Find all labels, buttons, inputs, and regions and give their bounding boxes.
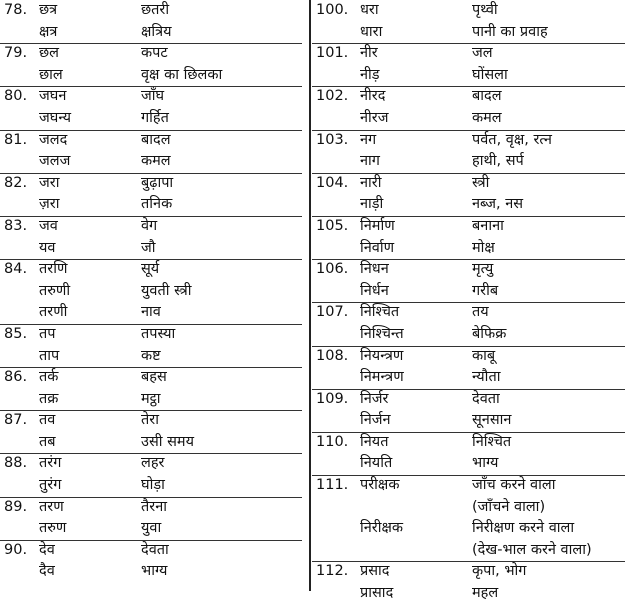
- entry-number: 79.: [4, 45, 28, 62]
- word-pair-entry: [0, 216, 308, 259]
- entry-number: 84.: [4, 261, 28, 278]
- headword: ताप: [39, 347, 60, 364]
- meaning: कमल: [141, 153, 171, 170]
- headword: जलज: [39, 153, 71, 170]
- meaning: जल: [472, 45, 493, 62]
- entry-number: 85.: [4, 325, 28, 342]
- word-pair-entry: [312, 475, 625, 561]
- headword: छाल: [39, 66, 63, 83]
- entry-row: [0, 389, 308, 411]
- meaning: जाँघ: [141, 88, 165, 105]
- entry-row: [312, 194, 625, 216]
- entry-row: [312, 410, 625, 432]
- word-pair-entry: [0, 410, 308, 453]
- entry-row: [312, 346, 625, 368]
- entry-number: 101.: [316, 45, 349, 62]
- entry-row: [312, 324, 625, 346]
- meaning: न्यौता: [472, 369, 501, 386]
- word-pair-entry: [0, 86, 308, 129]
- headword: नाग: [360, 153, 380, 170]
- word-pair-entry: [312, 432, 625, 475]
- entry-row: [0, 259, 308, 281]
- entry-number: 81.: [4, 131, 28, 148]
- meaning: मोक्ष: [472, 239, 495, 256]
- headword: छत्र: [39, 2, 58, 18]
- headword: ज़रा: [39, 196, 60, 213]
- entry-row: [0, 540, 308, 562]
- headword: धरा: [360, 2, 379, 18]
- entry-row: [0, 475, 308, 497]
- meaning: मट्ठा: [141, 390, 161, 407]
- entry-row: [0, 346, 308, 368]
- meaning: कृपा, भोग: [472, 563, 527, 580]
- meaning: बादल: [141, 131, 171, 148]
- entry-number: 87.: [4, 412, 28, 429]
- entry-row: [312, 389, 625, 411]
- column-divider: [309, 0, 311, 591]
- headword: प्रासाद: [360, 585, 394, 602]
- entry-number: 86.: [4, 369, 28, 386]
- word-pair-entry: [0, 497, 308, 540]
- meaning: निश्चित: [472, 433, 512, 450]
- meaning: उसी समय: [141, 433, 194, 450]
- entry-row: [0, 65, 308, 87]
- entry-row: [0, 108, 308, 130]
- meaning: तनिक: [141, 196, 173, 213]
- word-pair-entry: [312, 302, 625, 345]
- entry-row: [312, 453, 625, 475]
- entry-row: [0, 324, 308, 346]
- entry-number: 88.: [4, 455, 28, 472]
- entry-row: [312, 130, 625, 152]
- word-pair-entry: [312, 86, 625, 129]
- entry-row: [312, 561, 625, 583]
- meaning: तैरना: [141, 498, 167, 515]
- entry-row: [312, 540, 625, 562]
- headword: परीक्षक: [360, 477, 400, 494]
- entry-row: [312, 43, 625, 65]
- headword: तप: [39, 325, 56, 342]
- entry-row: [312, 367, 625, 389]
- meaning: देवता: [141, 541, 169, 558]
- headword: प्रसाद: [360, 563, 390, 580]
- headword: छल: [39, 45, 59, 62]
- headword: निर्जर: [360, 390, 389, 407]
- headword: यव: [39, 239, 56, 256]
- entry-number: 83.: [4, 217, 28, 234]
- entry-row: [0, 151, 308, 173]
- entry-row: [0, 173, 308, 195]
- meaning: पानी का प्रवाह: [472, 23, 548, 40]
- meaning: बेफिक्र: [472, 325, 507, 342]
- headword: जव: [39, 217, 58, 234]
- headword: निर्जन: [360, 412, 391, 429]
- meaning: पृथ्वी: [472, 2, 498, 18]
- left-column: [0, 0, 308, 583]
- meaning: भाग्य: [472, 455, 499, 472]
- entry-row: [312, 238, 625, 260]
- word-pair-entry: [0, 259, 308, 324]
- entry-row: [312, 518, 625, 540]
- entry-number: 89.: [4, 498, 28, 515]
- headword: क्षत्र: [39, 23, 58, 40]
- meaning: वेग: [141, 217, 158, 234]
- meaning: क्षत्रिय: [141, 23, 172, 40]
- word-pair-entry: [312, 130, 625, 173]
- meaning: (जाँचने वाला): [472, 498, 546, 515]
- meaning: तेरा: [141, 412, 159, 429]
- headword: देव: [39, 541, 55, 558]
- meaning: सूर्य: [141, 261, 160, 278]
- entry-row: [0, 518, 308, 540]
- meaning: घोड़ा: [141, 477, 165, 494]
- meaning: युवती स्त्री: [141, 282, 192, 299]
- headword: निधन: [360, 261, 389, 278]
- word-pair-entry: [0, 173, 308, 216]
- headword: नीरद: [360, 88, 386, 105]
- entry-number: 104.: [316, 174, 349, 191]
- meaning: लहर: [141, 455, 165, 472]
- meaning: कमल: [472, 109, 502, 126]
- headword: तरंग: [39, 455, 62, 472]
- headword: निर्धन: [360, 282, 389, 299]
- entry-row: [312, 475, 625, 497]
- meaning: हाथी, सर्प: [472, 153, 524, 170]
- entry-row: [312, 432, 625, 454]
- word-pair-entry: [312, 216, 625, 259]
- word-pair-entry: [0, 367, 308, 410]
- entry-row: [312, 0, 625, 22]
- entry-number: 111.: [316, 477, 349, 494]
- headword: जघन: [39, 88, 67, 105]
- headword: निर्वाण: [360, 239, 395, 256]
- headword: तरुणी: [39, 282, 71, 299]
- word-pair-entry: [312, 259, 625, 302]
- word-pair-entry: [0, 130, 308, 173]
- entry-row: [0, 497, 308, 519]
- word-pair-entry: [0, 540, 308, 583]
- entry-row: [0, 130, 308, 152]
- meaning: सूनसान: [472, 412, 512, 429]
- word-pair-entry: [312, 389, 625, 432]
- meaning: मृत्यु: [472, 261, 494, 278]
- headword: तव: [39, 412, 56, 429]
- headword: तरुण: [39, 520, 67, 537]
- meaning: जाँच करने वाला: [472, 477, 556, 494]
- headword: नियति: [360, 455, 393, 472]
- headword: निश्चित: [360, 304, 400, 321]
- meaning: बनाना: [472, 217, 504, 234]
- meaning: कपट: [141, 45, 168, 62]
- meaning: नब्ज, नस: [472, 196, 524, 213]
- headword: नियत: [360, 433, 389, 450]
- meaning: भाग्य: [141, 563, 168, 580]
- entry-number: 82.: [4, 174, 28, 191]
- headword: नाड़ी: [360, 196, 384, 213]
- entry-row: [312, 259, 625, 281]
- meaning: वृक्ष का छिलका: [141, 66, 223, 83]
- meaning: पर्वत, वृक्ष, रत्न: [472, 131, 552, 148]
- entry-row: [0, 410, 308, 432]
- entry-row: [312, 281, 625, 303]
- word-pair-entry: [0, 453, 308, 496]
- entry-row: [0, 216, 308, 238]
- word-pair-entry: [0, 43, 308, 86]
- meaning: देवता: [472, 390, 500, 407]
- entry-row: [312, 583, 625, 605]
- meaning: छतरी: [141, 2, 170, 18]
- headword: नीरज: [360, 109, 389, 126]
- entry-row: [312, 497, 625, 519]
- word-pair-entry: [312, 346, 625, 389]
- headword: निमन्त्रण: [360, 369, 404, 386]
- meaning: युवा: [141, 520, 162, 537]
- meaning: गरीब: [472, 282, 499, 299]
- entry-row: [0, 281, 308, 303]
- right-column: [312, 0, 625, 605]
- entry-row: [312, 65, 625, 87]
- entry-row: [312, 86, 625, 108]
- headword: निर्माण: [360, 217, 395, 234]
- entry-row: [0, 194, 308, 216]
- entry-row: [0, 0, 308, 22]
- meaning: गर्हित: [141, 109, 169, 126]
- meaning: (देख-भाल करने वाला): [472, 541, 592, 558]
- entry-row: [0, 22, 308, 44]
- headword: जरा: [39, 174, 60, 191]
- entry-number: 105.: [316, 217, 349, 234]
- meaning: जौ: [141, 239, 156, 256]
- entry-row: [0, 561, 308, 583]
- entry-number: 107.: [316, 304, 349, 321]
- meaning: बहस: [141, 369, 167, 386]
- entry-number: 109.: [316, 390, 349, 407]
- meaning: तय: [472, 304, 489, 321]
- entry-number: 106.: [316, 261, 349, 278]
- entry-row: [312, 173, 625, 195]
- headword: निरीक्षक: [360, 520, 404, 537]
- meaning: महल: [472, 585, 499, 602]
- headword: तरण: [39, 498, 64, 515]
- headword: तुरंग: [39, 477, 62, 494]
- entry-row: [312, 302, 625, 324]
- headword: नारी: [360, 174, 382, 191]
- entry-row: [0, 86, 308, 108]
- entry-number: 90.: [4, 541, 28, 558]
- headword: निश्चिन्त: [360, 325, 404, 342]
- entry-row: [312, 108, 625, 130]
- entry-row: [0, 238, 308, 260]
- entry-row: [0, 453, 308, 475]
- meaning: काबू: [472, 347, 496, 364]
- meaning: निरीक्षण करने वाला: [472, 520, 575, 537]
- entry-row: [0, 367, 308, 389]
- word-pair-entry: [312, 43, 625, 86]
- meaning: बादल: [472, 88, 502, 105]
- entry-number: 112.: [316, 563, 349, 580]
- entry-row: [0, 43, 308, 65]
- headword: नीड़: [360, 66, 380, 83]
- headword: दैव: [39, 563, 55, 580]
- word-pair-entry: [312, 561, 625, 604]
- headword: जलद: [39, 131, 68, 148]
- meaning: नाव: [141, 304, 161, 321]
- headword: तक्र: [39, 390, 59, 407]
- headword: तरणि: [39, 261, 68, 278]
- headword: धारा: [360, 23, 383, 40]
- meaning: घोंसला: [472, 66, 508, 83]
- entry-number: 103.: [316, 131, 349, 148]
- word-pair-entry: [0, 324, 308, 367]
- entry-row: [0, 432, 308, 454]
- headword: तर्क: [39, 369, 59, 386]
- entry-row: [312, 22, 625, 44]
- word-pair-entry: [0, 0, 308, 43]
- entry-number: 80.: [4, 88, 28, 105]
- entry-number: 100.: [316, 2, 349, 18]
- word-pair-entry: [312, 0, 625, 43]
- meaning: कष्ट: [141, 347, 161, 364]
- word-pair-entry: [312, 173, 625, 216]
- meaning: स्त्री: [472, 174, 490, 191]
- meaning: तपस्या: [141, 325, 176, 342]
- entry-number: 102.: [316, 88, 349, 105]
- entry-row: [312, 216, 625, 238]
- entry-number: 110.: [316, 433, 349, 450]
- entry-row: [0, 302, 308, 324]
- headword: तब: [39, 433, 56, 450]
- headword: नीर: [360, 45, 378, 62]
- headword: तरणी: [39, 304, 68, 321]
- headword: नियन्त्रण: [360, 347, 404, 364]
- meaning: बुढ़ापा: [141, 174, 174, 191]
- headword: नग: [360, 131, 377, 148]
- entry-row: [312, 151, 625, 173]
- entry-number: 108.: [316, 347, 349, 364]
- entry-number: 78.: [4, 2, 28, 18]
- headword: जघन्य: [39, 109, 72, 126]
